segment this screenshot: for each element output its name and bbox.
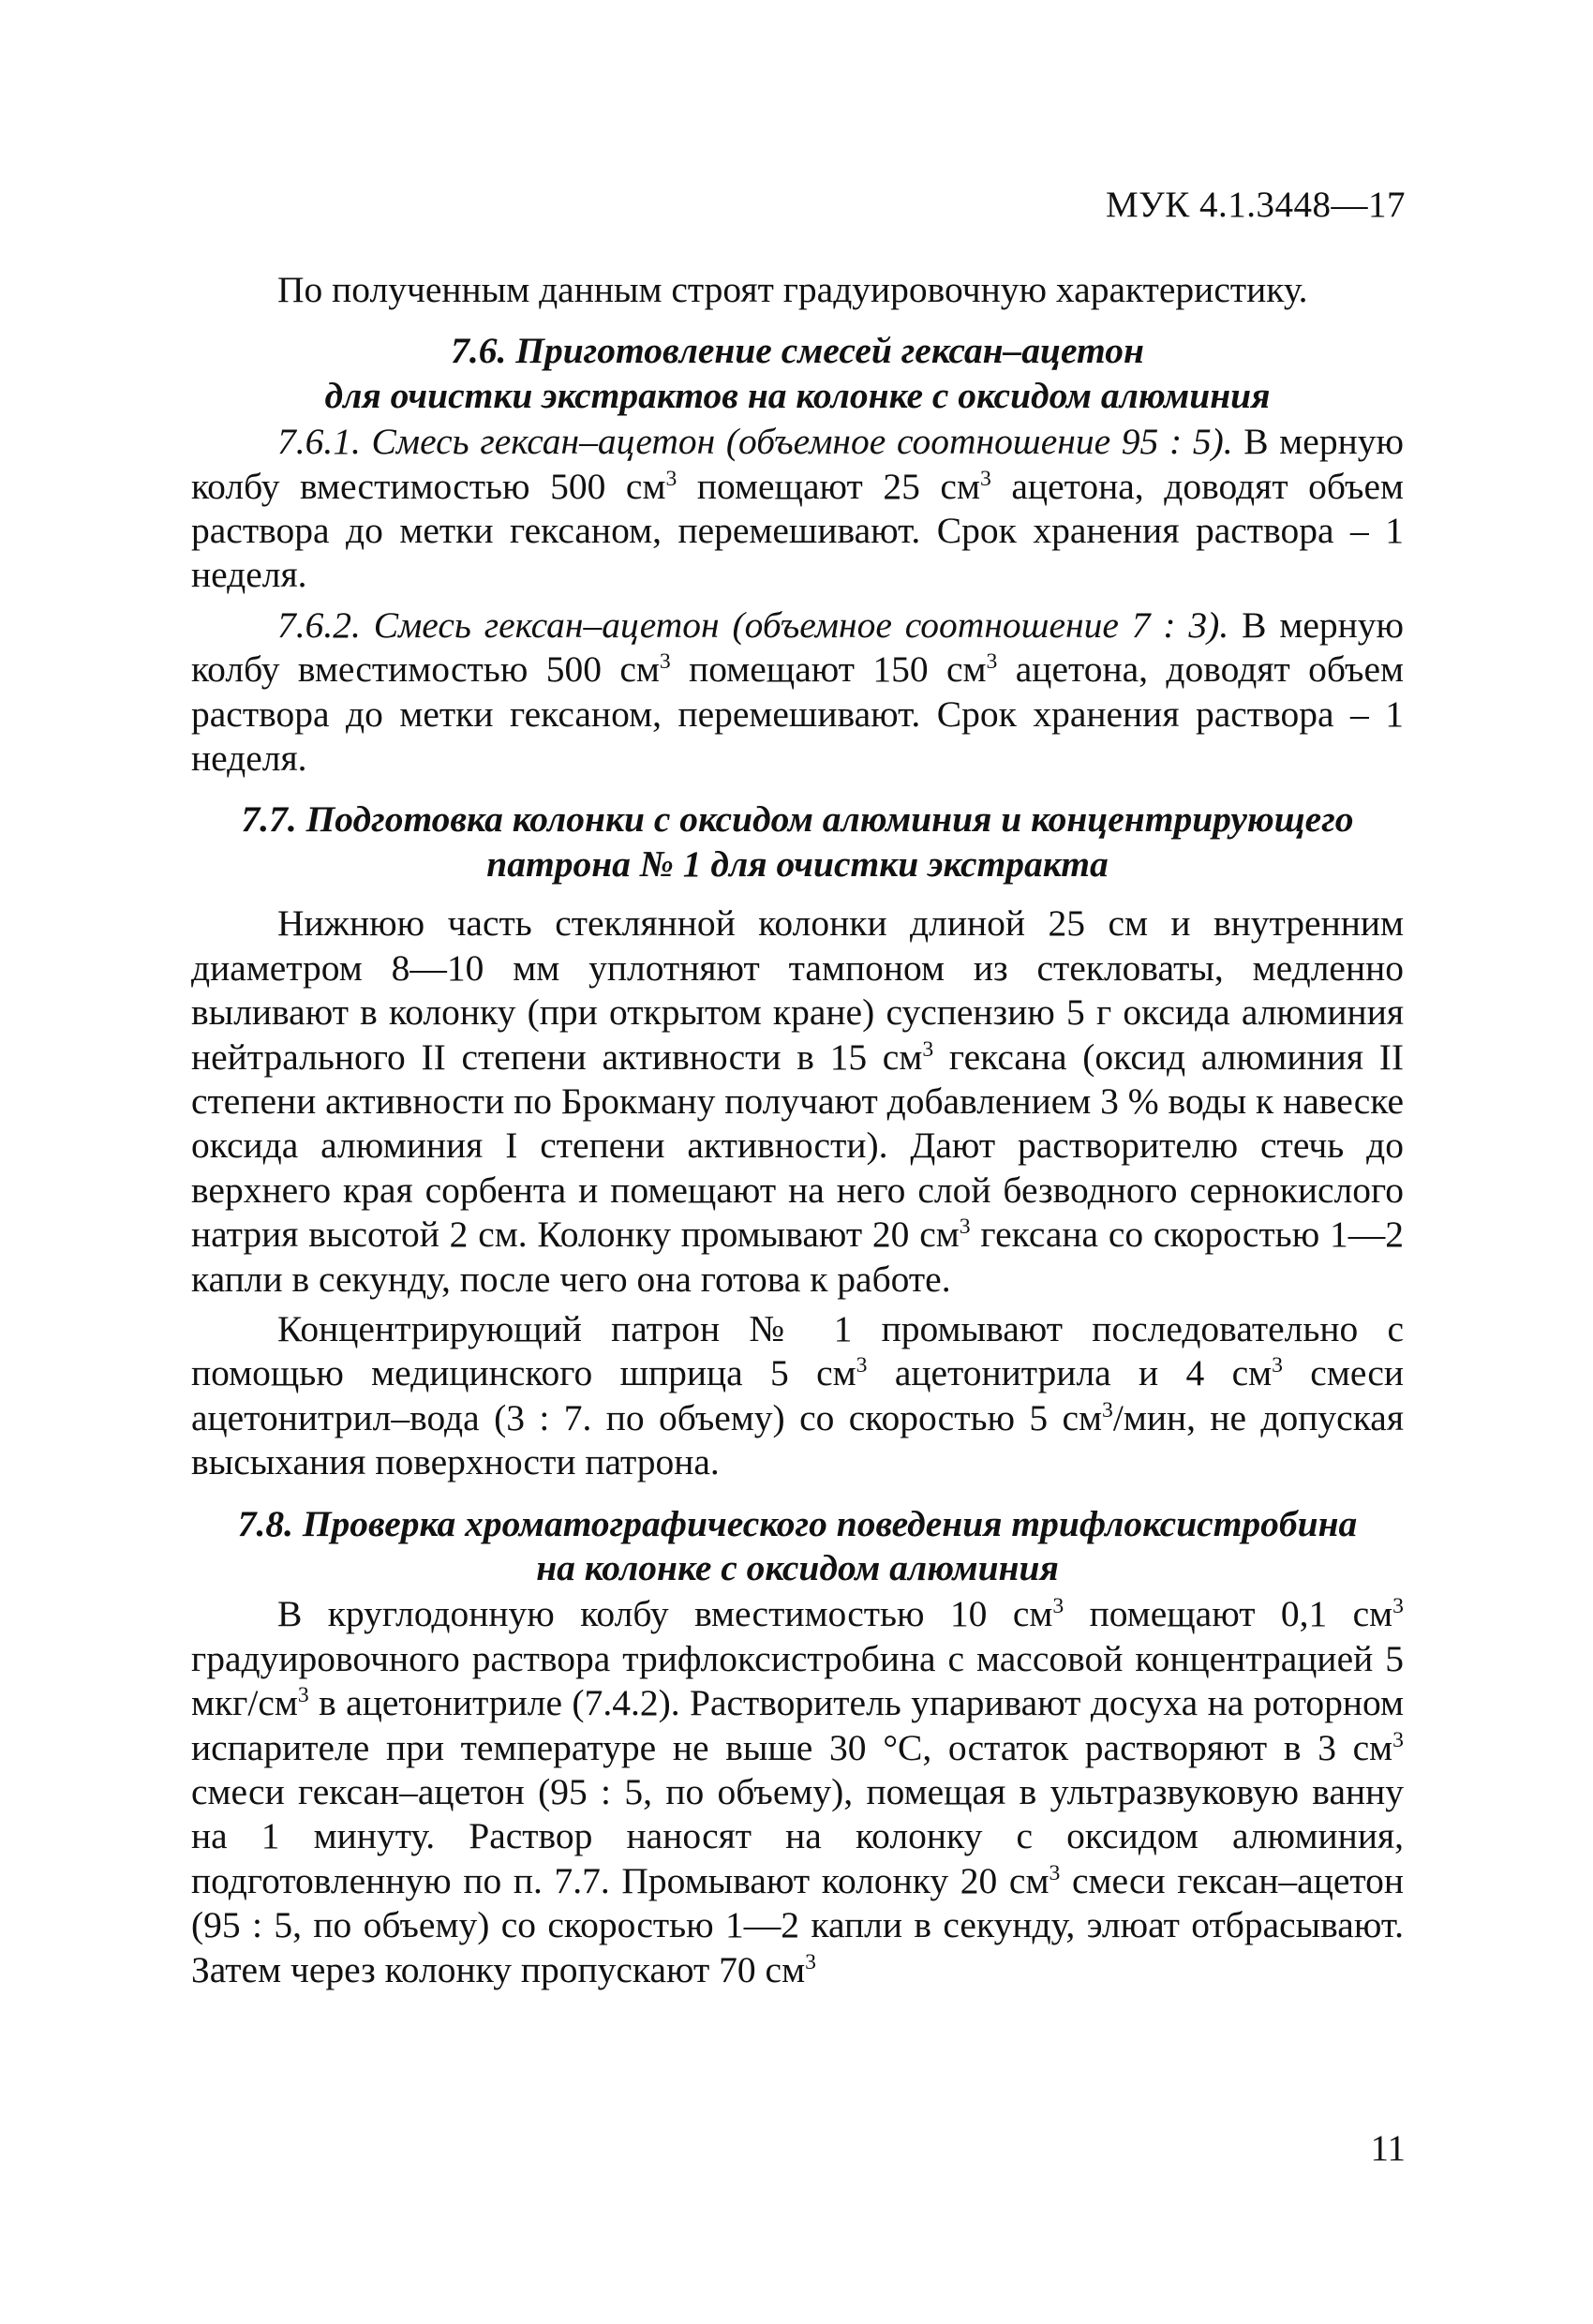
text-span: смеси гексан–ацетон (95 : 5, по объему), помещая в ультразвуковую ванну на 1 минуту. Раствор наносят на колонку с оксидом алюминия, подготовленную по п. 7.7. Промывают колонку 20 см bbox=[191, 1771, 1404, 1901]
text-span: Нижнюю часть стеклянной колонки длиной 25 см и внутренним диаметром 8—10 мм уплотняют тампоном из стекловаты, медленно выливают в колонку (при открытом кране) суспензию 5 г оксида алюминия нейтрального II степени активности в 15 см bbox=[191, 902, 1404, 1078]
text-span: В мерную колбу вместимостью 500 см bbox=[191, 603, 1404, 691]
text-span: градуировочного раствора трифлоксистробина с массовой концентрацией 5 мкг/см bbox=[191, 1637, 1404, 1724]
text-span: ацетона, доводят объем раствора до метки гексаном, перемешивают. Срок хранения раствора – 1 неделя. bbox=[191, 648, 1404, 780]
page-content bbox=[191, 268, 1404, 1992]
section-7-6-title-line1: 7.6. Приготовление смесей гексан–ацетон bbox=[451, 330, 1144, 372]
superscript: 3 bbox=[959, 1214, 971, 1239]
superscript: 3 bbox=[856, 1353, 868, 1378]
text-span: гексана со скоростью 1—2 капли в секунду, после чего она готова к работе. bbox=[191, 1214, 1405, 1300]
superscript: 3 bbox=[659, 649, 671, 675]
section-7-7-title-line2: патрона № 1 для очистки экстракта bbox=[486, 842, 1109, 885]
section-7-7-heading bbox=[191, 797, 1404, 886]
superscript: 3 bbox=[1392, 1594, 1404, 1619]
paragraph-7-7-2 bbox=[191, 1307, 1404, 1485]
superscript: 3 bbox=[1392, 1727, 1404, 1752]
text-span: в ацетонитриле (7.4.2). Растворитель упаривают досуха на роторном испарителе при температуре не выше 30 °С, остаток растворяют в 3 см bbox=[191, 1682, 1404, 1768]
text-span: смеси гексан–ацетон (95 : 5, по объему) со скоростью 1—2 капли в секунду, элюат отбрасывают. Затем через колонку пропускают 70 см bbox=[191, 1859, 1404, 1990]
text-span: помещают 150 см bbox=[670, 648, 987, 691]
superscript: 3 bbox=[665, 466, 677, 491]
section-7-6-heading bbox=[191, 329, 1404, 418]
text-span: смеси ацетонитрил–вода (3 : 7. по объему) со скоростью 5 см bbox=[191, 1352, 1405, 1438]
item-7-6-2-title: 7.6.2. Смесь гексан–ацетон (объемное соотношение 7 : 3). bbox=[277, 603, 1229, 646]
intro-paragraph: По полученным данным строят градуировочную характеристику. bbox=[277, 269, 1308, 310]
superscript: 3 bbox=[1049, 1860, 1061, 1885]
paragraph-7-8-1 bbox=[191, 1592, 1404, 1992]
text-span: /мин, не допуская высыхания поверхности патрона. bbox=[191, 1396, 1404, 1483]
text-span: В круглодонную колбу вместимостью 10 см bbox=[277, 1593, 1053, 1635]
text-span: гексана (оксид алюминия II степени активности по Брокману получают добавлением 3 % воды к навеске оксида алюминия I степени активности). Дают растворителю стечь до верхнего края сорбента и помещают на него слой безводного сернокислого натрия высотой 2 см. Колонку промывают 20 см bbox=[191, 1035, 1405, 1256]
superscript: 3 bbox=[1102, 1397, 1113, 1423]
superscript: 3 bbox=[986, 649, 998, 675]
superscript: 3 bbox=[805, 1949, 816, 1974]
text-span: ацетонитрила и 4 см bbox=[867, 1352, 1273, 1394]
section-7-7-title-line1: 7.7. Подготовка колонки с оксидом алюминия и концентрирующего bbox=[241, 798, 1354, 841]
section-7-8-title-line2: на колонке с оксидом алюминия bbox=[536, 1546, 1059, 1588]
item-7-6-1-title: 7.6.1. Смесь гексан–ацетон (объемное соотношение 95 : 5). bbox=[277, 421, 1233, 463]
page-number: 11 bbox=[1370, 2128, 1406, 2168]
text-span: помещают 0,1 см bbox=[1064, 1593, 1393, 1635]
section-7-8-heading bbox=[191, 1502, 1404, 1591]
text-span: В мерную колбу вместимостью 500 см bbox=[191, 421, 1404, 507]
superscript: 3 bbox=[297, 1683, 309, 1708]
paragraph-7-7-1 bbox=[191, 901, 1404, 1302]
text-span: Концентрирующий патрон № 1 промывают последовательно с помощью медицинского шприца 5 см bbox=[191, 1307, 1404, 1394]
text-span: ацетона, доводят объем раствора до метки гексаном, перемешивают. Срок хранения раствора – 1 неделя. bbox=[191, 465, 1404, 596]
paragraph-7-6-1 bbox=[191, 420, 1404, 598]
document-code: МУК 4.1.3448—17 bbox=[1105, 185, 1406, 225]
superscript: 3 bbox=[1272, 1353, 1283, 1378]
section-7-8-title-line1: 7.8. Проверка хроматографического поведения трифлоксистробина bbox=[237, 1502, 1358, 1544]
superscript: 3 bbox=[922, 1036, 934, 1062]
paragraph-7-6-2 bbox=[191, 603, 1404, 782]
superscript: 3 bbox=[1052, 1594, 1064, 1619]
section-7-6-title-line2: для очистки экстрактов на колонке с оксидом алюминия bbox=[324, 374, 1271, 416]
superscript: 3 bbox=[979, 466, 991, 491]
text-span: помещают 25 см bbox=[677, 465, 980, 507]
